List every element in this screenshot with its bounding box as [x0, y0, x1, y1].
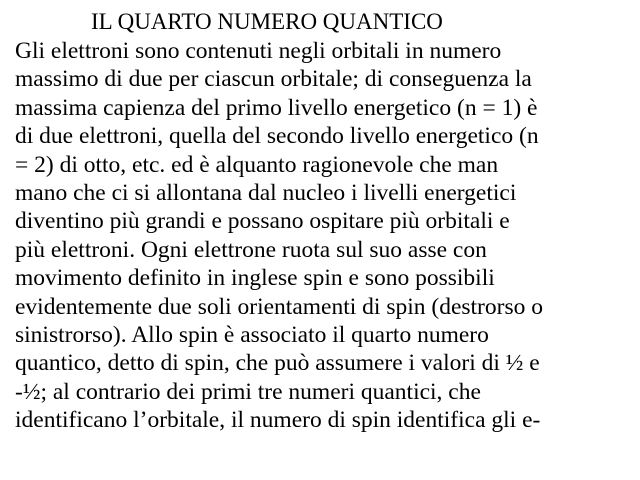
- body-line: più elettroni. Ogni elettrone ruota sul suo asse con: [15, 236, 487, 263]
- body-line: mano che ci si allontana dal nucleo i livelli energetici: [15, 179, 517, 206]
- body-line: quantico, detto di spin, che può assumere i valori di ½ e: [15, 350, 540, 377]
- body-line: di due elettroni, quella del secondo livello energetico (n: [15, 123, 539, 150]
- document-title: IL QUARTO NUMERO QUANTICO: [91, 9, 443, 34]
- body-line: massima capienza del primo livello energetico (n = 1) è: [15, 94, 538, 121]
- body-line: diventino più grandi e possano ospitare più orbitali e: [15, 208, 510, 235]
- body-line: = 2) di otto, etc. ed è alquanto ragionevole che man: [15, 151, 499, 178]
- body-line: massimo di due per ciascun orbitale; di conseguenza la: [15, 66, 532, 93]
- body-line: movimento definito in inglese spin e sono possibili: [15, 265, 495, 292]
- body-line: sinistrorso). Allo spin è associato il quarto numero: [15, 321, 489, 348]
- body-line: -½; al contrario dei primi tre numeri quantici, che: [15, 378, 481, 405]
- body-line: identificano l’orbitale, il numero di spin identifica gli e-: [15, 407, 541, 434]
- body-line: evidentemente due soli orientamenti di spin (destrorso o: [15, 293, 543, 320]
- body-line: Gli elettroni sono contenuti negli orbitali in numero: [15, 38, 502, 64]
- document-body: [15, 37, 635, 434]
